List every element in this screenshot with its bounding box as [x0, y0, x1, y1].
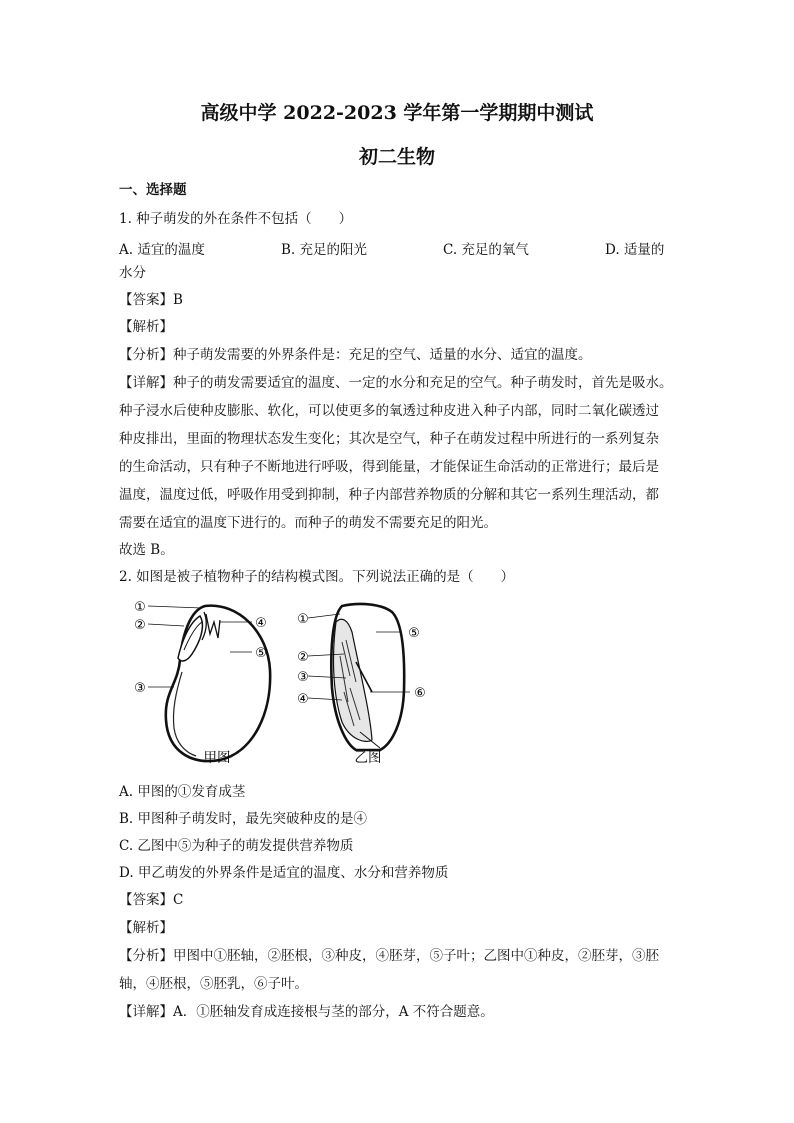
q1-detail-line: 种子浸水后使种皮膨胀、软化，可以使更多的氧透过种皮进入种子内部，同时二氧化碳透过	[119, 403, 659, 419]
q1-fenxi: 【分析】种子萌发需要的外界条件是：充足的空气、适量的水分、适宜的温度。	[119, 347, 592, 363]
q1-conclusion: 故选 B。	[119, 542, 174, 558]
corn-seed-figure	[331, 604, 404, 750]
q2-option-a: A. 甲图的①发育成茎	[119, 784, 246, 800]
label-3: ③	[297, 670, 309, 685]
section-heading: 一、选择题	[119, 182, 187, 198]
q1-detail-line: 需要在适宜的温度下进行的。而种子的萌发不需要充足的阳光。	[119, 515, 497, 531]
label-4: ④	[297, 692, 309, 707]
q1-option-a: A. 适宜的温度	[119, 242, 205, 258]
label-5: ⑤	[255, 646, 267, 661]
q2-option-d: D. 甲乙萌发的外界条件是适宜的温度、水分和营养物质	[119, 865, 449, 881]
seed-structure-diagram	[120, 592, 440, 774]
label-5: ⑤	[408, 626, 420, 641]
q2-answer: 【答案】C	[119, 892, 184, 908]
q2-analysis-label: 【解析】	[119, 920, 173, 936]
q2-option-c: C. 乙图中⑤为种子的萌发提供营养物质	[119, 838, 354, 854]
label-6: ⑥	[414, 686, 426, 701]
figure-caption-left: 甲图	[203, 750, 231, 766]
question-2-stem: 2. 如图是被子植物种子的结构模式图。下列说法正确的是（ ）	[119, 569, 515, 585]
label-4: ④	[255, 616, 267, 631]
q2-fenxi-line: 【分析】甲图中①胚轴，②胚根，③种皮，④胚芽，⑤子叶；乙图中①种皮，②胚芽，③胚	[119, 948, 659, 964]
q1-option-b: B. 充足的阳光	[281, 242, 368, 258]
q1-analysis-label: 【解析】	[119, 319, 173, 335]
q1-detail-line: 的生命活动，只有种子不断地进行呼吸，得到能量，才能保证生命活动的正常进行；最后是	[119, 459, 659, 475]
q1-detail-line: 种皮排出，里面的物理状态发生变化；其次是空气，种子在萌发过程中所进行的一系列复杂	[119, 431, 659, 447]
q2-option-b: B. 甲图种子萌发时，最先突破种皮的是④	[119, 811, 368, 827]
label-3: ③	[134, 681, 146, 696]
subject-title: 初二生物	[358, 146, 435, 168]
label-1: ①	[297, 612, 309, 627]
figure-caption-right: 乙图	[354, 750, 382, 766]
q1-detail-line: 温度，温度过低，呼吸作用受到抑制，种子内部营养物质的分解和其它一系列生理活动，都	[119, 487, 659, 503]
label-2: ②	[134, 618, 146, 633]
q1-option-d-continued: 水分	[119, 265, 146, 281]
q1-option-c: C. 充足的氧气	[443, 242, 529, 258]
label-1: ①	[134, 600, 146, 615]
q1-answer: 【答案】B	[119, 292, 183, 308]
exam-title: 高级中学 2022-2023 学年第一学期期中测试	[200, 102, 594, 124]
question-1-stem: 1. 种子萌发的外在条件不包括（ ）	[119, 211, 353, 227]
q2-fenxi-line: 轴，④胚根，⑤胚乳，⑥子叶。	[119, 976, 308, 992]
q1-detail-line: 【详解】种子的萌发需要适宜的温度、一定的水分和充足的空气。种子萌发时，首先是吸水。	[119, 375, 673, 391]
label-2: ②	[297, 650, 309, 665]
q2-detail: 【详解】A．①胚轴发育成连接根与茎的部分，A 不符合题意。	[119, 1004, 494, 1020]
q1-option-d: D. 适量的	[605, 242, 665, 258]
